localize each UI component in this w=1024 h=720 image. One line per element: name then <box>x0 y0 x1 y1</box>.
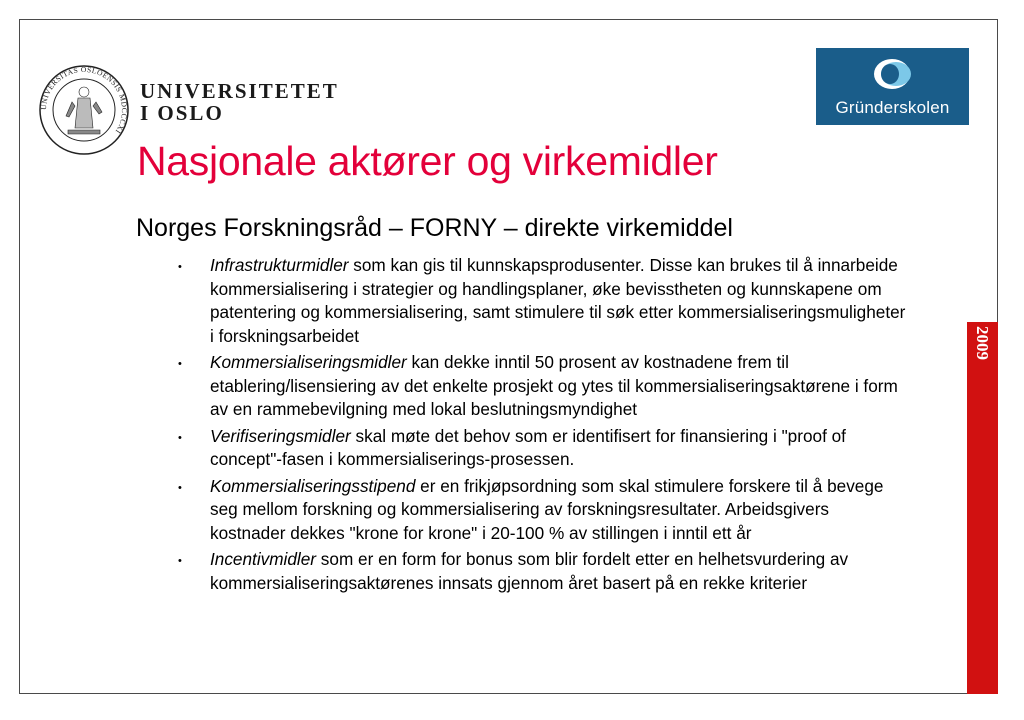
list-item <box>178 475 908 546</box>
list-item <box>178 548 908 595</box>
year-label: 2009 <box>973 326 992 360</box>
bullet-term: Kommersialiseringsstipend <box>210 475 416 496</box>
bullet-description: kan dekke inntil 50 prosent av kostnadene frem til etablering/lisensiering av det enkelte prosjekt og ytes til kommersialiseringsaktørene i form av en rammebevilgning med lokal beslutningsmyndighet <box>210 352 898 419</box>
bullet-term: Incentivmidler <box>210 549 317 569</box>
bullet-text <box>210 254 908 348</box>
university-wordmark-line2: I OSLO <box>140 101 224 125</box>
bullet-text <box>210 425 908 472</box>
bullet-marker: • <box>178 261 182 273</box>
seal-text: UNIVERSITAS OSLOENSIS MDCCCXI <box>38 64 130 136</box>
bullet-term: Kommersialiseringsmidler <box>210 352 407 372</box>
bullet-description: som er en form for bonus som blir fordelt etter en helhetsvurdering av kommersialiseringsaktørenes innsats gjennom året basert på en rekke kriterier <box>210 549 849 593</box>
bullet-marker: • <box>178 481 182 494</box>
university-wordmark <box>140 80 339 124</box>
bullet-text <box>210 475 908 546</box>
bullet-marker: • <box>178 555 182 567</box>
grunderskolen-logo <box>816 48 969 125</box>
bullet-description: er en frikjøpsordning som skal stimulere forskere til å bevege seg mellom forskning og kommersialisering av forskningsresultater. Arbeidsgivers kostnader dekkes "krone for krone" i 20-100 % av stillingen i inntil ett år <box>210 475 884 543</box>
bullet-description: skal møte det behov som er identifisert for finansiering i "proof of concept"-fasen i kommersialiserings-prosessen. <box>210 425 846 469</box>
slide-subtitle: Norges Forskningsråd – FORNY – direkte virkemiddel <box>136 214 733 242</box>
bullet-list <box>178 254 908 598</box>
bullet-description: som kan gis til kunnskapsprodusenter. Disse kan brukes til å innarbeide kommersialisering i strategier og handlingsplaner, øke bevisstheten og kunnskapene om patentering og kommersialisering, samt stimulere til søk etter kommersialiseringsmuligheter i forskningsarbeidet <box>210 255 906 346</box>
grunderskolen-logo-text: Gründerskolen <box>835 98 950 117</box>
university-seal-logo <box>38 64 130 156</box>
list-item <box>178 351 908 422</box>
list-item <box>178 425 908 472</box>
list-item <box>178 254 908 348</box>
university-wordmark-line1: UNIVERSITETET <box>140 79 339 103</box>
bullet-text <box>210 548 908 595</box>
bullet-term: Infrastrukturmidler <box>210 255 349 275</box>
year-sidebar <box>967 322 998 694</box>
slide-title: Nasjonale aktører og virkemidler <box>137 138 718 184</box>
bullet-marker: • <box>178 358 182 370</box>
bullet-marker: • <box>178 431 182 444</box>
bullet-term: Verifiseringsmidler <box>210 425 351 446</box>
grunderskolen-mark-icon <box>868 56 916 92</box>
bullet-text <box>210 351 908 422</box>
